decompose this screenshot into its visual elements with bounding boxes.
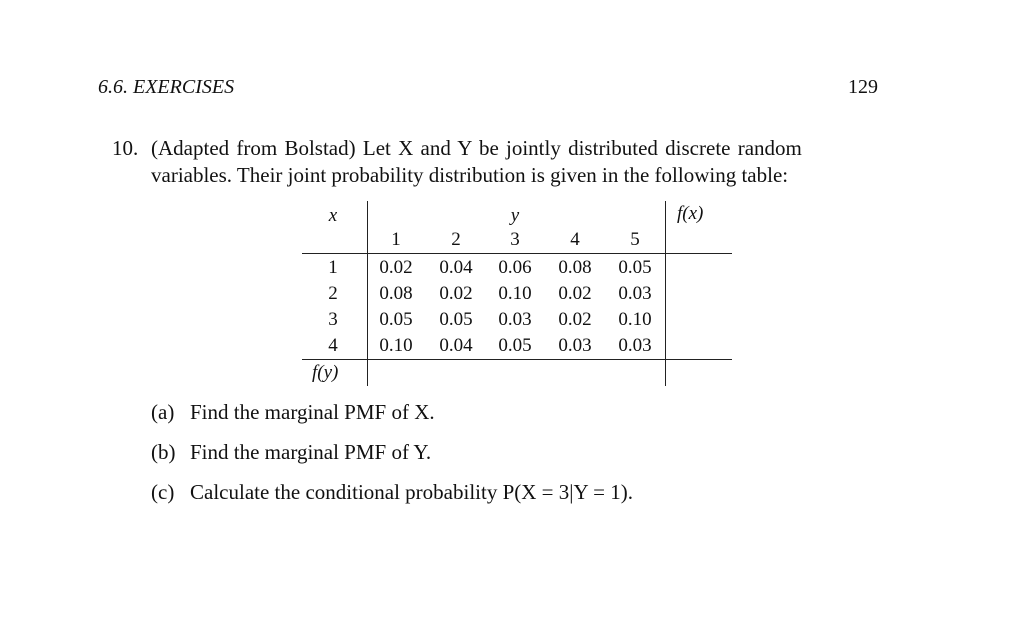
x-value: 1	[328, 257, 338, 278]
table-cell: 0.08	[558, 257, 592, 278]
problem-line-2: variables. Their joint probability distribution is given in the following table:	[151, 163, 789, 187]
table-cell: 0.06	[498, 257, 532, 278]
y-value: 2	[451, 229, 461, 250]
y-variable-label: y	[510, 205, 520, 226]
problem-line-1: (Adapted from Bolstad) Let X and Y be jointly distributed discrete random	[151, 136, 802, 160]
table-cell: 0.03	[618, 283, 652, 304]
fx-label: f(x)	[677, 203, 704, 224]
fy-label: f(y)	[312, 362, 339, 383]
table-cell: 0.05	[618, 257, 652, 278]
table-cell: 0.10	[618, 309, 652, 330]
x-value: 4	[328, 335, 338, 356]
table-cell: 0.02	[558, 283, 592, 304]
part-a-label: (a)	[151, 400, 175, 424]
table-cell: 0.03	[558, 335, 592, 356]
table-rule-left	[367, 201, 368, 386]
table-cell: 0.10	[498, 283, 532, 304]
y-value: 5	[630, 229, 640, 250]
table-cell: 0.04	[439, 335, 473, 356]
table-cell: 0.05	[439, 309, 473, 330]
table-rule-right	[665, 201, 666, 386]
y-value: 4	[570, 229, 580, 250]
table-cell: 0.03	[618, 335, 652, 356]
part-a-text: Find the marginal PMF of X.	[190, 400, 435, 424]
table-cell: 0.03	[498, 309, 532, 330]
table-cell: 0.05	[498, 335, 532, 356]
table-cell: 0.04	[439, 257, 473, 278]
table-cell: 0.02	[558, 309, 592, 330]
part-c-text: Calculate the conditional probability P(X = 3|Y = 1).	[190, 480, 633, 504]
table-cell: 0.10	[379, 335, 413, 356]
table-cell: 0.02	[379, 257, 413, 278]
part-b-text: Find the marginal PMF of Y.	[190, 440, 432, 464]
y-value: 3	[510, 229, 520, 250]
table-cell: 0.02	[439, 283, 473, 304]
table-cell: 0.08	[379, 283, 413, 304]
y-value: 1	[391, 229, 401, 250]
part-c-label: (c)	[151, 480, 175, 504]
section-heading: 6.6. EXERCISES	[98, 76, 235, 98]
page-number: 129	[848, 76, 878, 98]
table-cell: 0.05	[379, 309, 413, 330]
part-b-label: (b)	[151, 440, 176, 464]
x-value: 3	[328, 309, 338, 330]
x-value: 2	[328, 283, 338, 304]
x-variable-label: x	[328, 205, 338, 226]
problem-number: 10.	[112, 136, 139, 160]
